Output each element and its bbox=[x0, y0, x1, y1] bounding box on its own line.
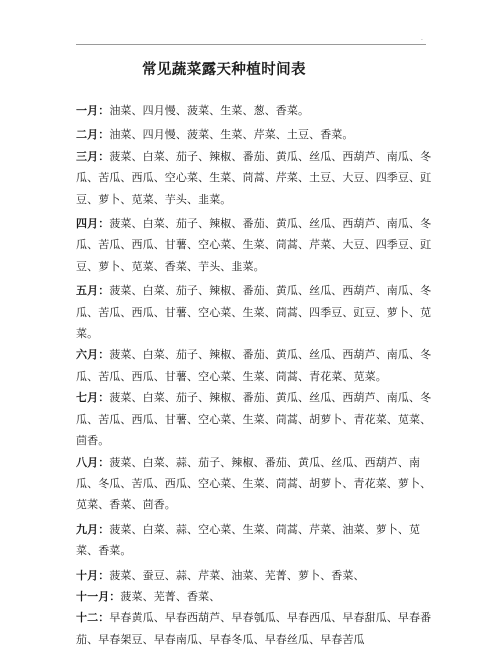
vegetable-list: 菠菜、白菜、茄子、辣椒、番茄、黄瓜、丝瓜、西葫芦、南瓜、冬瓜、苦瓜、西瓜、甘薯、空心菜、生菜、茼蒿、青花菜、苋菜。 bbox=[76, 348, 432, 383]
month-label: 七月： bbox=[76, 391, 110, 405]
vegetable-list: 菠菜、蚕豆、蒜、芹菜、油菜、芜菁、萝卜、香菜、 bbox=[109, 568, 365, 582]
vegetable-list: 菠菜、白菜、茄子、辣椒、番茄、黄瓜、丝瓜、西葫芦、南瓜、冬瓜、苦瓜、西瓜、甘薯、空心菜、生菜、茼蒿、胡萝卜、青花菜、苋菜、茴香。 bbox=[76, 391, 432, 448]
month-label: 五月： bbox=[76, 284, 110, 298]
month-label: 十月： bbox=[76, 568, 110, 582]
corner-mark: · bbox=[421, 37, 423, 44]
vegetable-list: 菠菜、白菜、蒜、空心菜、生菜、茼蒿、芹菜、油菜、萝卜、苋菜、香菜。 bbox=[76, 522, 421, 558]
vegetable-list: 早春黄瓜、早春西葫芦、早春瓠瓜、早春西瓜、早春甜瓜、早春番茄、早春架豆、早春南瓜、早春冬瓜、早春丝瓜、早春苦瓜 bbox=[76, 611, 432, 646]
month-entry-november bbox=[76, 586, 436, 607]
vegetable-list: 油菜、四月慢、菠菜、生菜、葱、香菜。 bbox=[109, 104, 310, 117]
month-label: 六月： bbox=[76, 348, 110, 362]
vegetable-list: 菠菜、白菜、茄子、辣椒、番茄、黄瓜、丝瓜、西葫芦、南瓜、冬瓜、苦瓜、西瓜、空心菜、生菜、茼蒿、芹菜、土豆、大豆、四季豆、豇豆、萝卜、苋菜、芋头、韭菜。 bbox=[76, 149, 432, 206]
month-entry-september bbox=[76, 519, 436, 562]
month-entry-january bbox=[76, 100, 436, 121]
month-entry-february bbox=[76, 124, 436, 145]
month-label: 十一月： bbox=[76, 589, 121, 603]
month-label: 二月： bbox=[76, 128, 110, 142]
month-entry-august bbox=[76, 452, 436, 516]
month-label: 八月： bbox=[76, 455, 110, 469]
month-label: 一月： bbox=[76, 104, 110, 117]
vegetable-list: 菠菜、白菜、茄子、辣椒、番茄、黄瓜、丝瓜、西葫芦、南瓜、冬瓜、苦瓜、西瓜、甘薯、空心菜、生菜、茼蒿、四季豆、豇豆、萝卜、苋菜。 bbox=[76, 284, 432, 341]
month-entry-april bbox=[76, 213, 436, 277]
month-entry-may bbox=[76, 280, 436, 344]
month-entry-july bbox=[76, 387, 436, 451]
month-entry-december bbox=[76, 607, 436, 650]
planting-schedule bbox=[76, 100, 436, 650]
vegetable-list: 油菜、四月慢、菠菜、生菜、芹菜、土豆、香菜。 bbox=[109, 128, 354, 142]
month-label: 十二： bbox=[76, 611, 110, 625]
vegetable-list: 菠菜、白菜、茄子、辣椒、番茄、黄瓜、丝瓜、西葫芦、南瓜、冬瓜、苦瓜、西瓜、甘薯、空心菜、生菜、茼蒿、芹菜、大豆、四季豆、豇豆、萝卜、苋菜、香菜、芋头、韭菜。 bbox=[76, 217, 432, 273]
vegetable-list: 菠菜、白菜、蒜、茄子、辣椒、番茄、黄瓜、丝瓜、西葫芦、南瓜、冬瓜、苦瓜、西瓜、空心菜、生菜、茼蒿、胡萝卜、青花菜、萝卜、苋菜、香菜、茴香。 bbox=[76, 455, 432, 512]
month-entry-october bbox=[76, 565, 436, 586]
header-divider bbox=[76, 44, 426, 45]
document-title: 常见蔬菜露天种植时间表 bbox=[142, 61, 306, 78]
month-entry-march bbox=[76, 146, 436, 210]
vegetable-list: 菠菜、芜菁、香菜、 bbox=[120, 589, 221, 603]
month-label: 四月： bbox=[76, 217, 110, 231]
month-entry-june bbox=[76, 344, 436, 387]
month-label: 九月： bbox=[76, 522, 110, 536]
month-label: 三月： bbox=[76, 149, 110, 163]
